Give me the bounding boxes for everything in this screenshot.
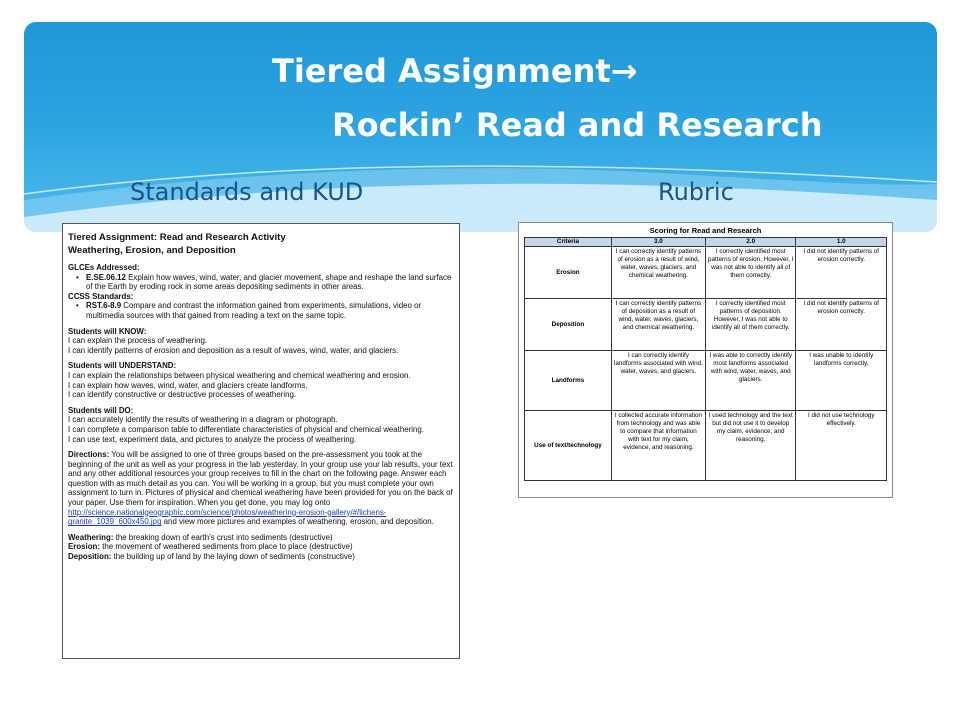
glce-item [68, 273, 454, 292]
score-1-cell: I was unable to identify landforms correctly. [796, 351, 887, 411]
rubric-row-technology [525, 411, 887, 481]
ccss-label: CCSS Standards: [68, 291, 134, 301]
weathering-text: the breaking down of earth’s crust into sediments (destructive) [113, 532, 333, 542]
score-1-cell: I did not use technology effectively. [796, 411, 887, 481]
criteria-cell: Erosion [525, 247, 612, 299]
score-2-cell: I correctly identified most patterns of deposition. However, I was not able to identify all of them correctly. [705, 299, 796, 351]
rubric-table-image [518, 222, 893, 498]
header-criteria: Criteria [525, 238, 612, 247]
ccss-code: RST.6-8.9 [86, 301, 122, 311]
title-text: Tiered Assignment [272, 52, 611, 90]
erosion-label: Erosion: [68, 542, 101, 552]
understand-item: I can explain the relationships between physical weathering and chemical weathering and erosion. [68, 370, 411, 380]
left-heading: Standards and KUD [130, 178, 364, 206]
standards-document [62, 223, 460, 659]
do-label: Students will DO: [68, 405, 134, 415]
rubric-row-erosion [525, 247, 887, 299]
ccss-item [68, 301, 454, 320]
deposition-label: Deposition: [68, 552, 112, 562]
do-item: I can use text, experiment data, and pictures to analyze the process of weathering. [68, 434, 357, 444]
definition-erosion [68, 542, 454, 552]
know-label: Students will KNOW: [68, 326, 147, 336]
ccss-text: Compare and contrast the information gained from experiments, simulations, video or multimedia sources with that gained from reading a text on the same topic. [86, 301, 422, 320]
do-item: I can accurately identify the results of weathering in a diagram or photograph. [68, 415, 338, 425]
slide-title-line2: Rockin’ Read and Research [332, 106, 823, 144]
weathering-label: Weathering: [68, 532, 114, 542]
directions-paragraph [68, 450, 454, 527]
glce-label: GLCEs Addressed: [68, 263, 140, 272]
criteria-cell: Landforms [525, 351, 612, 411]
score-2-cell: I used technology and the text but did not use it to develop my claim, evidence, and reasoning. [705, 411, 796, 481]
header-score-1: 1.0 [796, 238, 887, 247]
definition-deposition [68, 552, 454, 562]
glce-code: E.SE.06.12 [86, 272, 126, 282]
header-score-2: 2.0 [705, 238, 796, 247]
do-item: I can complete a comparison table to differentiate characteristics of physical and chemical weathering. [68, 424, 424, 434]
know-item: I can identify patterns of erosion and deposition as a result of waves, wind, water, and glaciers. [68, 345, 399, 355]
score-3-cell: I can correctly identify landforms associated with wind, water, waves, and glaciers. [611, 351, 705, 411]
score-2-cell: I correctly identified most patterns of erosion. However, I was not able to identify all of them correctly. [705, 247, 796, 299]
criteria-cell: Deposition [525, 299, 612, 351]
slide-title-line1 [272, 52, 637, 90]
score-2-cell: I was able to correctly identify most landforms associated with wind, water, waves, and glaciers. [705, 351, 796, 411]
criteria-cell: Use of text/technology [525, 411, 612, 481]
rubric-table [524, 237, 887, 481]
understand-label: Students will UNDERSTAND: [68, 361, 177, 371]
know-item: I can explain the process of weathering. [68, 336, 208, 346]
doc-subtitle: Weathering, Erosion, and Deposition [68, 244, 236, 256]
score-3-cell: I can correctly identify patterns of deposition as a result of wind, water, waves, glaciers, and chemical weathering. [611, 299, 705, 351]
right-heading: Rubric [658, 178, 734, 206]
directions-text: You will be assigned to one of three groups based on the pre-assessment you took at the beginning of the unit as well as your progress in the lab yesterday. In your group use your lab results, your text and any other additional resources your group receives to fill in the chart on the following page. Answer each question with as much detail as you can. You will be working in a group, but you must complete your own assignment to turn in. Pictures of physical and chemical weathering have been provided for you on the back of your paper. Use them for inspiration. When you get done, you may log onto [68, 450, 453, 508]
rubric-row-deposition [525, 299, 887, 351]
score-3-cell: I can correctly identify patterns of erosion as a result of wind, water, waves, glaciers, and chemical weathering. [611, 247, 705, 299]
rubric-row-landforms [525, 351, 887, 411]
header-score-3: 3.0 [611, 238, 705, 247]
definition-weathering [68, 533, 454, 543]
understand-item: I can explain how waves, wind, water, and glaciers create landforms. [68, 380, 308, 390]
erosion-text: the movement of weathered sediments from place to place (destructive) [100, 542, 353, 552]
arrow-right-icon: → [610, 52, 638, 90]
deposition-text: the building up of land by the laying down of sediments (constructive) [111, 552, 355, 562]
score-1-cell: I did not identify patterns of erosion correctly. [796, 247, 887, 299]
score-3-cell: I collected accurate information from technology and was able to compare that information with text for my claim, evidence, and reasoning. [611, 411, 705, 481]
score-1-cell: I did not identify patterns of erosion correctly. [796, 299, 887, 351]
glce-text: Explain how waves, wind, water, and glacier movement, shape and reshape the land surface of the Earth by eroding rock in some areas depositing sediments in other areas. [86, 272, 452, 292]
understand-item: I can identify constructive or destructive processes of weathering. [68, 390, 297, 400]
directions-label: Directions: [68, 450, 110, 460]
rubric-title: Scoring for Read and Research [649, 226, 762, 235]
doc-title: Tiered Assignment: Read and Research Activity [68, 232, 286, 243]
rubric-header-row [525, 238, 887, 247]
gallery-link[interactable]: http://science.nationalgeographic.com/science/photos/weathering-erosion-gallery/#/lichens-granite_1039_600x450.jpg [68, 507, 387, 527]
directions-end: and view more pictures and examples of weathering, erosion, and deposition. [161, 517, 434, 527]
